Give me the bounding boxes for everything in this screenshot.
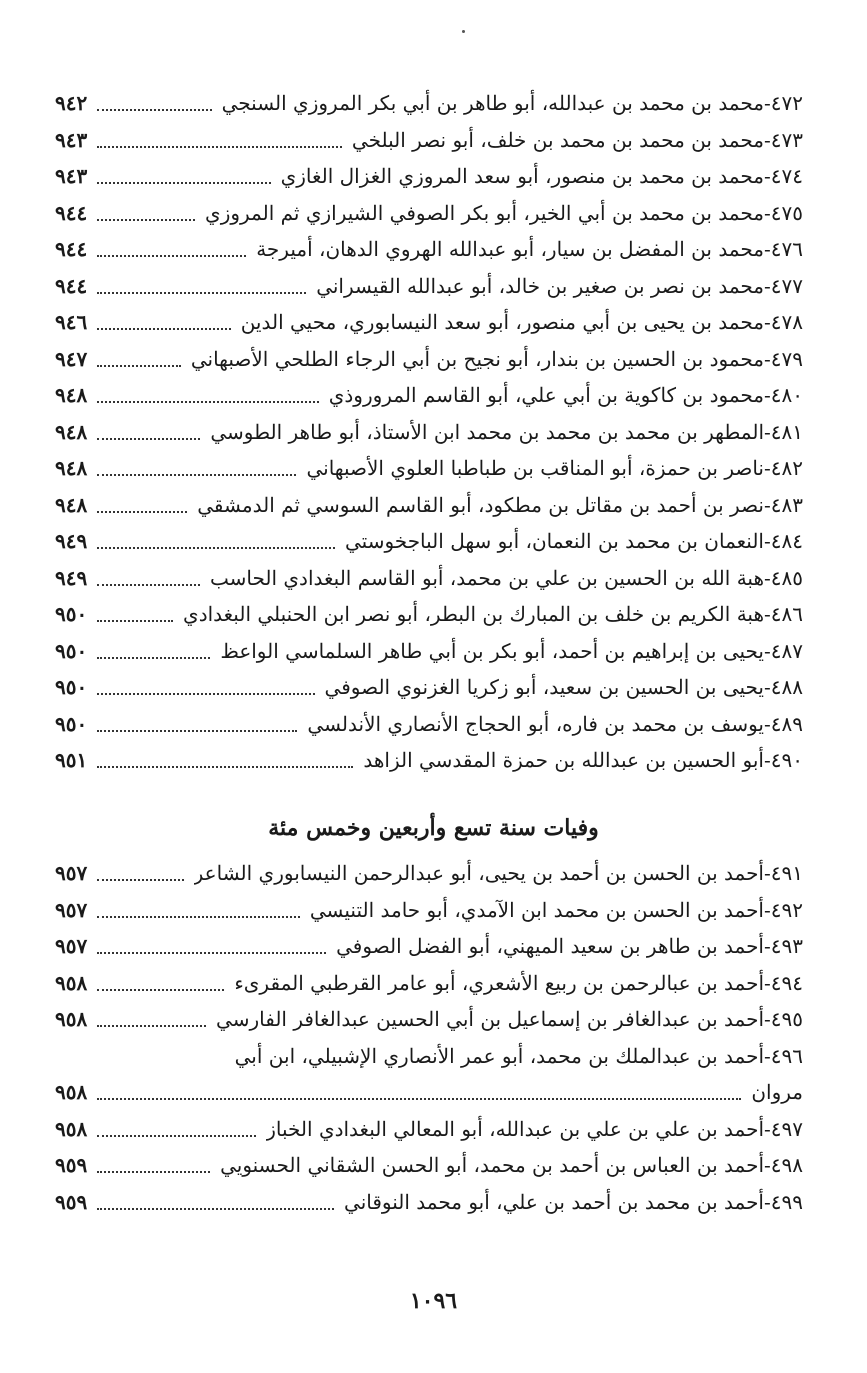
- page-reference: ٩٤٣: [55, 127, 88, 152]
- entry-dash: -: [764, 1116, 771, 1141]
- entry-dash: -: [764, 200, 771, 225]
- entry-text: المطهر بن محمد بن محمد بن محمد ابن الأستاذ، أبو طاهر الطوسي: [210, 419, 764, 444]
- entry-text: أحمد بن عبالرحمن بن ربيع الأشعري، أبو عامر القرطبي المقرىء: [234, 970, 764, 995]
- entries-list-b2: [55, 1111, 803, 1221]
- entry-dash: -: [764, 164, 771, 188]
- entry-dash: -: [764, 711, 771, 736]
- entry-text-wrap: [220, 633, 803, 670]
- entry-dash: -: [764, 565, 771, 590]
- dot-leader: [97, 290, 306, 294]
- dot-leader: [97, 144, 342, 148]
- entry-dash: -: [764, 897, 771, 922]
- entry-dash: -: [764, 91, 771, 115]
- entry-text-wrap: [336, 928, 803, 965]
- dot-leader: [97, 1023, 206, 1027]
- entry-text-wrap: [194, 855, 803, 892]
- entry-dash: -: [764, 1043, 771, 1068]
- page-reference: ٩٤٣: [55, 164, 88, 188]
- index-entry: [55, 85, 803, 122]
- entry-text: هبة الكريم بن خلف بن المبارك بن البطر، أبو نصر ابن الحنبلي البغدادي: [183, 602, 764, 626]
- index-entry: [55, 892, 803, 929]
- dot-leader: [97, 363, 181, 367]
- entry-number: ٤٧٤: [770, 164, 803, 188]
- entry-number: ٤٨٦: [770, 602, 803, 626]
- page-reference: ٩٤٧: [55, 346, 88, 371]
- entry-text-wrap: [363, 742, 803, 779]
- page-reference: ٩٤٨: [55, 419, 88, 444]
- entry-text: أحمد بن علي بن علي بن عبدالله، أبو المعالي البغدادي الخباز: [266, 1116, 764, 1141]
- page-reference: ٩٤٩: [55, 565, 88, 590]
- entry-number: ٤٩٤: [770, 970, 803, 995]
- index-entry: [55, 414, 803, 451]
- entry-number: ٤٧٢: [770, 91, 803, 115]
- entry-text-wrap: [220, 1147, 803, 1184]
- entry-number: ٤٧٣: [770, 127, 803, 152]
- entry-text: محمد بن نصر بن صغير بن خالد، أبو عبدالله القيسراني: [316, 273, 764, 298]
- index-entry: [55, 268, 803, 305]
- page-reference: ٩٥٨: [55, 970, 88, 995]
- index-entry: [55, 1001, 803, 1038]
- entry-dash: -: [764, 638, 771, 663]
- page-reference: ٩٤٨: [55, 456, 88, 480]
- entry-number: ٤٨٤: [770, 529, 803, 553]
- page-reference: ٩٥٠: [55, 602, 88, 626]
- index-entry: [55, 855, 803, 892]
- index-entry: [55, 596, 803, 633]
- entry-text: أحمد بن العباس بن أحمد بن محمد، أبو الحسن الشقاني الحسنويي: [220, 1153, 764, 1177]
- entry-text: محمد بن المفضل بن سيار، أبو عبدالله الهروي الدهان، أميرجة: [256, 237, 764, 261]
- entry-dash: -: [764, 675, 771, 699]
- entry-dash: -: [764, 492, 771, 517]
- dot-leader: [97, 1169, 210, 1173]
- index-entry: [55, 341, 803, 378]
- entry-text-wrap: [241, 304, 803, 341]
- entry-number: ٤٧٦: [770, 237, 803, 261]
- section-heading: وفيات سنة تسع وأربعين وخمس مئة: [268, 815, 599, 841]
- dot-leader: [97, 764, 353, 768]
- dot-leader: [97, 914, 300, 918]
- entries-list-a: [55, 85, 803, 779]
- page-reference: ٩٥٧: [55, 934, 88, 958]
- entry-text-wrap: [329, 377, 803, 414]
- dot-leader: [97, 618, 173, 622]
- entry-number: ٤٧٨: [770, 310, 803, 334]
- entry-number: ٤٩٨: [770, 1153, 803, 1177]
- entry-dash: -: [764, 127, 771, 152]
- index-entry: [55, 633, 803, 670]
- entry-text: محمود بن الحسين بن بندار، أبو نجيح بن أبي الرجاء الطلحي الأصبهاني: [190, 346, 764, 371]
- entry-number: ٤٨٨: [770, 675, 803, 699]
- dot-leader: [97, 691, 314, 695]
- entry-text-wrap: [281, 158, 803, 195]
- entry-text: يحيى بن الحسين بن سعيد، أبو زكريا الغزنوي الصوفي: [324, 675, 764, 699]
- entry-number: ٤٨٩: [770, 711, 803, 736]
- page-reference: ٩٥٧: [55, 897, 88, 922]
- page-reference: ٩٥٠: [55, 711, 88, 736]
- dot-leader: [97, 326, 230, 330]
- index-entry: [55, 231, 803, 268]
- entry-text: النعمان بن محمد بن النعمان، أبو سهل الباجخوستي: [344, 529, 764, 553]
- entry-text: أحمد بن الحسن بن محمد ابن الآمدي، أبو حامد التنيسي: [309, 897, 764, 922]
- dot-leader: [97, 582, 200, 586]
- entries-list-b1: [55, 855, 803, 1038]
- entry-text-wrap: [316, 268, 803, 305]
- entry-text: محمد بن محمد بن عبدالله، أبو طاهر بن أبي بكر المروزي السنجي: [221, 91, 764, 115]
- page-reference: ٩٤٤: [55, 200, 88, 225]
- dot-leader: [97, 399, 319, 403]
- index-entry: [55, 195, 803, 232]
- dot-leader: [97, 950, 326, 954]
- page-reference: ٩٥٧: [55, 861, 88, 885]
- entry-dash: -: [764, 970, 771, 995]
- index-entry: [55, 122, 803, 159]
- dot-leader: [97, 107, 211, 111]
- page-reference: ٩٥٠: [55, 638, 88, 663]
- index-entry: [55, 377, 803, 414]
- dot-leader: [97, 545, 335, 549]
- index-entry: [55, 669, 803, 706]
- entry-number: ٤٩٣: [770, 934, 803, 958]
- dot-leader: [97, 180, 270, 184]
- index-entry: [55, 304, 803, 341]
- page-reference: ٩٤٤: [55, 237, 88, 261]
- entry-text: أحمد بن طاهر بن سعيد الميهني، أبو الفضل الصوفي: [336, 934, 764, 958]
- entry-text: محمود بن كاكوية بن أبي علي، أبو القاسم المروروذي: [328, 383, 764, 407]
- entry-dash: -: [764, 456, 771, 480]
- entry-number: ٤٨٢: [770, 456, 803, 480]
- index-entry: [55, 1147, 803, 1184]
- entry-text-wrap: [310, 892, 803, 929]
- entry-text-wrap: [210, 560, 803, 597]
- entry-number: ٤٨٥: [770, 565, 803, 590]
- page-reference: ٩٤٨: [55, 383, 88, 407]
- entry-dash: -: [764, 934, 771, 958]
- entry-text-wrap: [197, 487, 803, 524]
- dot-leader: [97, 987, 224, 991]
- entry-dash: -: [764, 383, 771, 407]
- entry-text: ناصر بن حمزة، أبو المناقب بن طباطبا العلوي الأصبهاني: [306, 456, 764, 480]
- entry-number: ٤٧٧: [770, 273, 803, 298]
- dot-leader: [97, 509, 187, 513]
- entry-text: أحمد بن عبدالغافر بن إسماعيل بن أبي الحسين عبدالغافر الفارسي: [216, 1007, 764, 1031]
- page-reference: ٩٥٨: [55, 1007, 88, 1031]
- entry-number: ٤٧٥: [770, 200, 803, 225]
- entry-number: ٤٨١: [770, 419, 803, 444]
- entry-text-wrap: [191, 341, 803, 378]
- index-entry: [55, 928, 803, 965]
- page-reference: ٩٤٤: [55, 273, 88, 298]
- entry-dash: -: [764, 273, 771, 298]
- entry-text: محمد بن محمد بن منصور، أبو سعد المروزي الغزال الغازي: [280, 164, 764, 188]
- page-reference: ٩٥٨: [55, 1080, 88, 1104]
- index-entry-496: [55, 1038, 803, 1111]
- page-speck: [462, 30, 465, 33]
- entry-text: أحمد بن عبدالملك بن محمد، أبو عمر الأنصاري الإشبيلي، ابن أبي: [234, 1043, 764, 1068]
- page-reference: ٩٥١: [55, 748, 88, 772]
- dot-leader: [97, 1096, 741, 1100]
- index-entry: [55, 450, 803, 487]
- entry-text-wrap: [205, 195, 803, 232]
- entry-dash: -: [764, 602, 771, 626]
- entry-text-wrap: [344, 1184, 803, 1221]
- page-reference: ٩٥٩: [55, 1153, 88, 1177]
- entry-number: ٤٩٢: [770, 897, 803, 922]
- entry-text-wrap: [306, 450, 803, 487]
- index-entry: [55, 1111, 803, 1148]
- entries-list-b: [55, 855, 803, 1220]
- entry-text: يوسف بن محمد بن فاره، أبو الحجاج الأنصاري الأندلسي: [307, 711, 764, 736]
- page-reference: ٩٥٩: [55, 1189, 88, 1214]
- entry-number: ٤٧٩: [770, 346, 803, 371]
- index-entry: [55, 523, 803, 560]
- entry-text-wrap: [210, 414, 803, 451]
- dot-leader: [97, 728, 297, 732]
- index-entry: [55, 706, 803, 743]
- entry-dash: -: [764, 310, 771, 334]
- entry-text: يحيى بن إبراهيم بن أحمد، أبو بكر بن أبي طاهر السلماسي الواعظ: [220, 638, 764, 663]
- entry-dash: -: [764, 748, 771, 772]
- entry-number: ٤٨٧: [770, 638, 803, 663]
- dot-leader: [97, 655, 210, 659]
- dot-leader: [97, 217, 195, 221]
- entry-496-line1: [55, 1038, 803, 1075]
- entry-dash: -: [764, 529, 771, 553]
- page-reference: ٩٥٠: [55, 675, 88, 699]
- index-entry: [55, 487, 803, 524]
- dot-leader: [97, 877, 183, 881]
- entry-number: ٤٨٣: [770, 492, 803, 517]
- entry-text: محمد بن محمد بن أبي الخير، أبو بكر الصوفي الشيرازي ثم المروزي: [205, 200, 764, 225]
- dot-leader: [97, 253, 246, 257]
- entry-text-wrap: [325, 669, 803, 706]
- entry-dash: -: [764, 346, 771, 371]
- entry-number: ٤٩٥: [770, 1007, 803, 1031]
- page-reference: ٩٥٨: [55, 1116, 88, 1141]
- entry-text: نصر بن أحمد بن مقاتل بن مطكود، أبو القاسم السوسي ثم الدمشقي: [197, 492, 764, 517]
- entry-text-wrap: [234, 965, 803, 1002]
- entry-text-wrap: [216, 1001, 803, 1038]
- entry-text-wrap: [183, 596, 803, 633]
- page-reference: ٩٤٨: [55, 492, 88, 517]
- dot-leader: [97, 1133, 256, 1137]
- entry-text: هبة الله بن الحسين بن علي بن محمد، أبو القاسم البغدادي الحاسب: [209, 565, 764, 590]
- dot-leader: [97, 436, 200, 440]
- page-number: ١٠٩٦: [409, 1288, 458, 1314]
- index-entry: [55, 560, 803, 597]
- entry-text-wrap: [307, 706, 803, 743]
- entry-dash: -: [764, 237, 771, 261]
- entry-text: أحمد بن الحسن بن أحمد بن يحيى، أبو عبدالرحمن النيسابوري الشاعر: [193, 861, 764, 885]
- entry-496-line2: [55, 1074, 803, 1111]
- entry-text-wrap: [345, 523, 803, 560]
- entry-text-wrap: [256, 231, 803, 268]
- page-reference: ٩٤٩: [55, 529, 88, 553]
- entry-number: ٤٩٧: [770, 1116, 803, 1141]
- entry-text-continued: مروان: [751, 1080, 803, 1104]
- page-reference: ٩٤٦: [55, 310, 88, 334]
- entry-dash: -: [764, 1189, 771, 1214]
- entry-dash: -: [764, 419, 771, 444]
- entry-text: محمد بن يحيى بن أبي منصور، أبو سعد النيسابوري، محيي الدين: [240, 310, 764, 334]
- index-entry: [55, 1184, 803, 1221]
- entry-number: ٤٨٠: [770, 383, 803, 407]
- entry-dash: -: [764, 861, 771, 885]
- entry-text-wrap: [352, 122, 803, 159]
- entry-text-wrap: [266, 1111, 803, 1148]
- entry-text: أحمد بن محمد بن أحمد بن علي، أبو محمد النوقاني: [344, 1189, 764, 1214]
- index-entry: [55, 965, 803, 1002]
- entry-text: أبو الحسين بن عبدالله بن حمزة المقدسي الزاهد: [363, 748, 764, 772]
- dot-leader: [97, 472, 296, 476]
- page-reference: ٩٤٢: [55, 91, 88, 115]
- entry-dash: -: [764, 1153, 771, 1177]
- dot-leader: [97, 1206, 334, 1210]
- entry-text: محمد بن محمد بن محمد بن خلف، أبو نصر البلخي: [351, 127, 764, 152]
- entry-number: ٤٩٩: [770, 1189, 803, 1214]
- entry-dash: -: [764, 1007, 771, 1031]
- entry-text-wrap: [222, 85, 803, 122]
- entry-number: ٤٩٠: [770, 748, 803, 772]
- entry-number: ٤٩١: [770, 861, 803, 885]
- index-entry: [55, 158, 803, 195]
- entry-number: ٤٩٦: [770, 1043, 803, 1068]
- index-entry: [55, 742, 803, 779]
